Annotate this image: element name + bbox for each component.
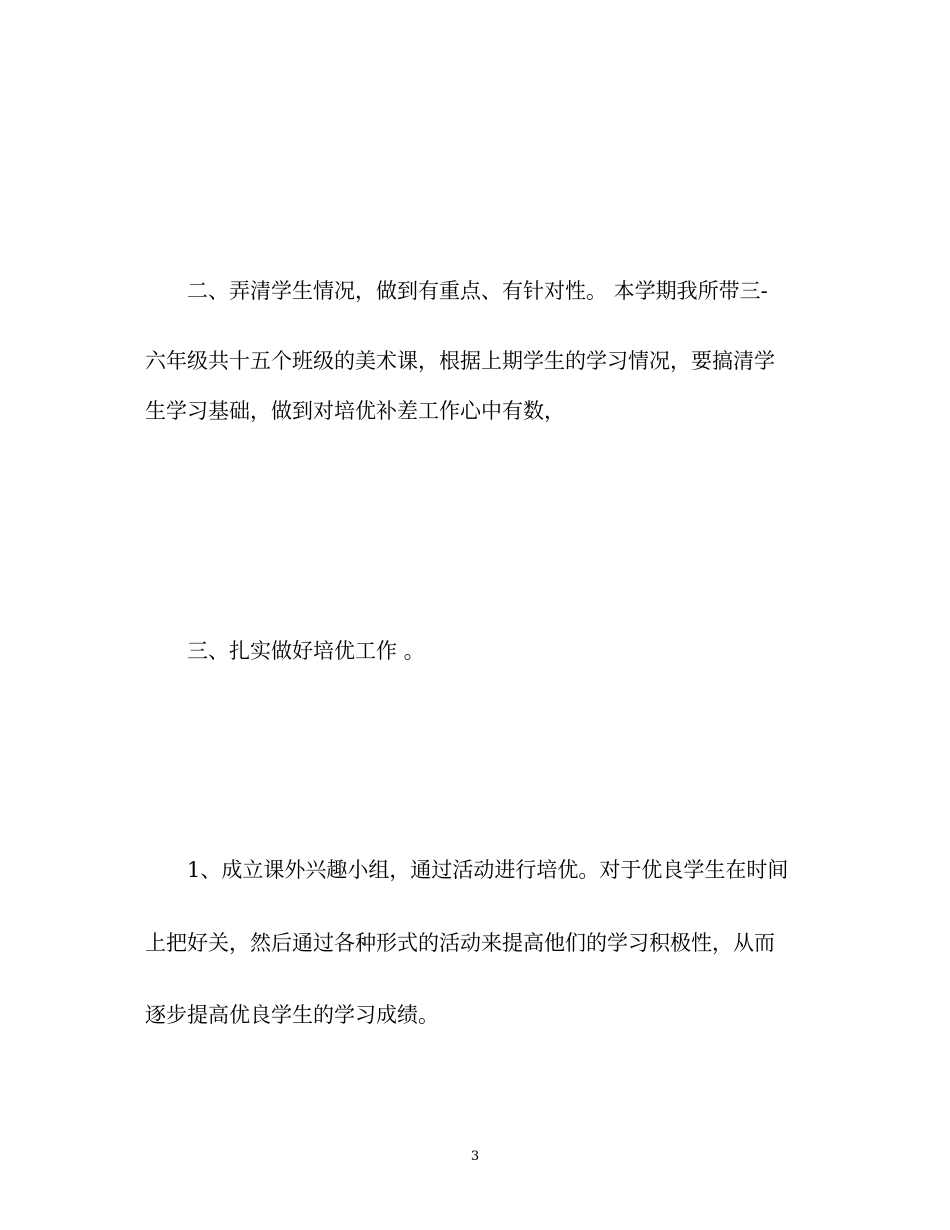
paragraph-3-heading: 三、扎实做好培优工作 。 [187, 639, 425, 663]
paragraph-item-1-line-3: 逐步提高优良学生的学习成绩。 [145, 1003, 439, 1027]
paragraph-2-line-2: 六年级共十五个班级的美术课，根据上期学生的学习情况，要搞清学 [145, 349, 775, 373]
paragraph-item-1-line-2: 上把好关，然后通过各种形式的活动来提高他们的学习积极性，从而 [145, 931, 775, 955]
page-number: 3 [470, 1149, 480, 1164]
paragraph-2-line-1: 二、弄清学生情况，做到有重点、有针对性。 本学期我所带三- [187, 279, 768, 303]
paragraph-2-line-3: 生学习基础，做到对培优补差工作心中有数， [145, 399, 565, 423]
paragraph-item-1-line-1: 1、成立课外兴趣小组，通过活动进行培优。对于优良学生在时间 [187, 858, 789, 882]
